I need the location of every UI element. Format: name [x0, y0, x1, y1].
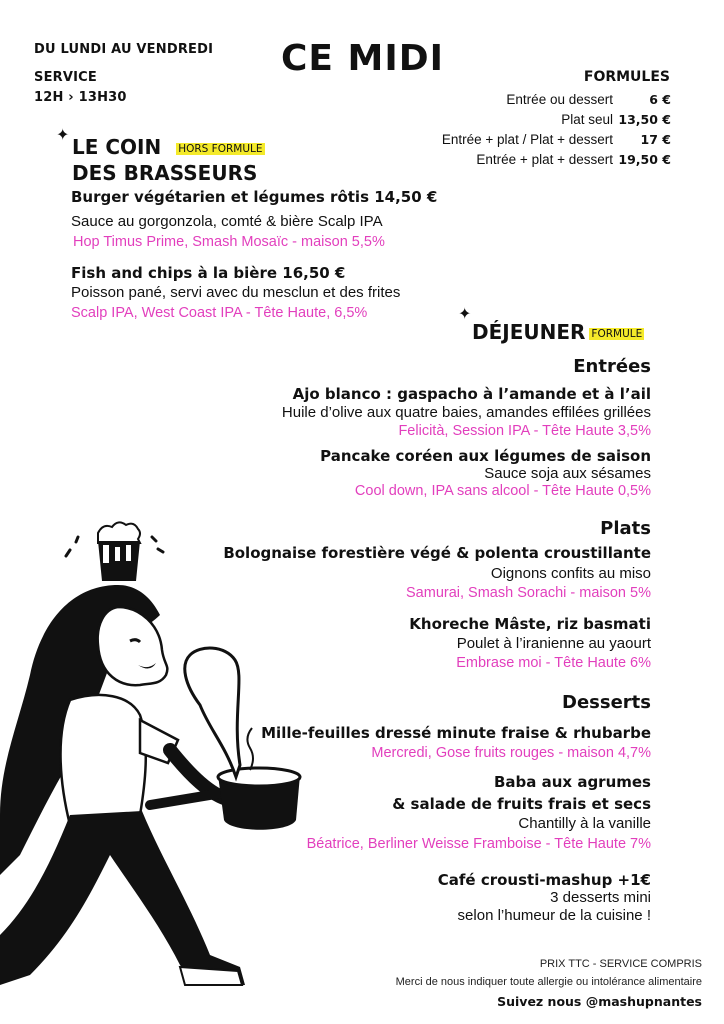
dish-desc: selon l’humeur de la cuisine !: [457, 907, 651, 924]
service-hours: 12H › 13H30: [34, 90, 127, 105]
beer-pairing: Felicità, Session IPA - Tête Haute 3,5%: [398, 423, 651, 439]
formules-title: FORMULES: [583, 69, 670, 85]
prix-note: PRIX TTC - SERVICE COMPRIS: [539, 958, 702, 970]
dish-name: Bolognaise forestière végé & polenta croustillante: [223, 544, 651, 562]
sparkle-icon: ✦: [458, 304, 472, 323]
dish-desc: Huile d’olive aux quatre baies, amandes effilées grillées: [281, 404, 651, 421]
entrees-title: Entrées: [573, 356, 651, 377]
brasseurs-title: LE COIN HORS FORMULE DES BRASSEURS: [72, 135, 263, 185]
dish-desc: Sauce au gorgonzola, comté & bière Scalp IPA: [71, 213, 383, 230]
dish-name: Khoreche Mâste, riz basmati: [409, 615, 651, 633]
page-title: CE MIDI: [281, 38, 445, 79]
dish-desc: Poisson pané, servi avec du mesclun et des frites: [71, 284, 401, 301]
dish-name: Pancake coréen aux légumes de saison: [320, 447, 651, 465]
dish-desc: Poulet à l’iranienne au yaourt: [456, 635, 651, 652]
dish-name: Baba aux agrumes: [493, 773, 651, 791]
beer-glass-icon: [66, 522, 163, 581]
beer-pairing: Cool down, IPA sans alcool - Tête Haute 0,5%: [354, 483, 651, 499]
allergie-note: Merci de nous indiquer toute allergie ou intolérance alimentaire: [395, 976, 702, 988]
beer-pairing: Embrase moi - Tête Haute 6%: [456, 655, 651, 671]
social-handle: Suivez nous @mashupnantes: [497, 994, 702, 1009]
dish-name: & salade de fruits frais et secs: [392, 795, 651, 813]
formule-row: Entrée + plat + dessert 19,50 €: [476, 152, 671, 167]
dish-desc: Sauce soja aux sésames: [484, 465, 651, 482]
beer-pairing: Béatrice, Berliner Weisse Framboise - Tête Haute 7%: [306, 836, 651, 852]
dish-name: Burger végétarien et légumes rôtis 14,50 €: [71, 188, 438, 206]
formule-row: Entrée ou dessert 6 €: [506, 92, 671, 107]
beer-pairing: Hop Timus Prime, Smash Mosaïc - maison 5,5%: [73, 234, 385, 250]
dish-name: Mille-feuilles dressé minute fraise & rhubarbe: [261, 724, 651, 742]
beer-pairing: Samurai, Smash Sorachi - maison 5%: [406, 585, 651, 601]
dish-name: Café crousti-mashup +1€: [437, 871, 651, 889]
desserts-title: Desserts: [562, 692, 651, 713]
dejeuner-title: DÉJEUNER FORMULE: [472, 320, 643, 344]
service-label: SERVICE: [34, 70, 97, 85]
dish-desc: Oignons confits au miso: [490, 565, 651, 582]
days-label: DU LUNDI AU VENDREDI: [34, 42, 214, 57]
formules-list: [331, 90, 671, 170]
plats-title: Plats: [600, 518, 651, 539]
dish-desc: 3 desserts mini: [550, 889, 651, 906]
sparkle-icon: ✦: [56, 125, 70, 144]
hors-formule-badge: HORS FORMULE: [178, 142, 263, 155]
formule-row: Plat seul 13,50 €: [561, 112, 671, 127]
beer-pairing: Mercredi, Gose fruits rouges - maison 4,7%: [371, 745, 651, 761]
formule-row: Entrée + plat / Plat + dessert 17 €: [441, 132, 671, 147]
dish-desc: Chantilly à la vanille: [518, 815, 651, 832]
dish-name: Ajo blanco : gaspacho à l’amande et à l’ail: [292, 385, 651, 403]
beer-pairing: Scalp IPA, West Coast IPA - Tête Haute, 6,5%: [71, 305, 368, 321]
dish-name: Fish and chips à la bière 16,50 €: [71, 264, 346, 282]
formule-badge: FORMULE: [591, 327, 643, 340]
chef-illustration: [0, 515, 310, 995]
